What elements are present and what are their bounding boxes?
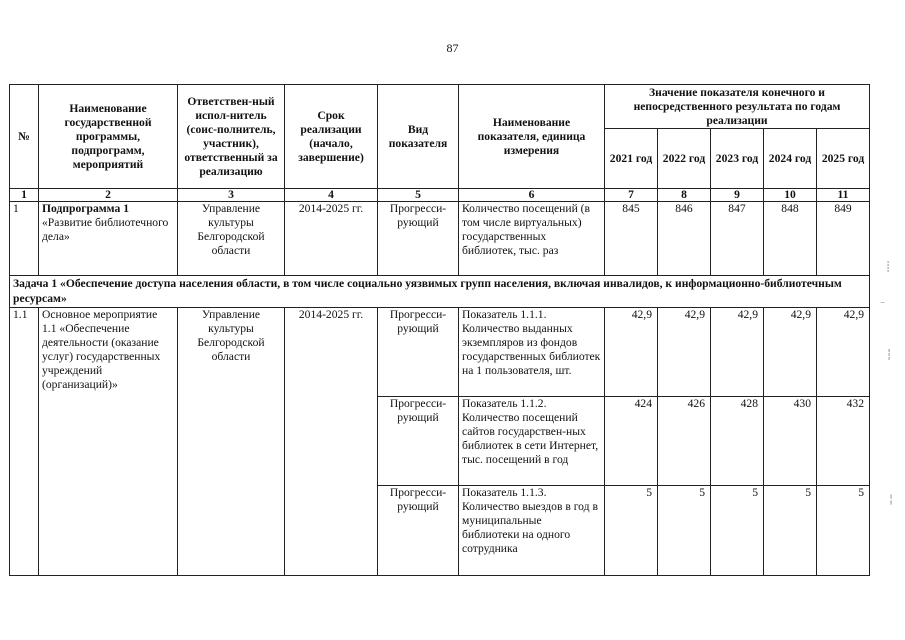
header-year: 2021 год (605, 129, 658, 189)
measure-title: Основное мероприятие 1.1 «Обеспечение деятельности (оказание услуг) государственных учреждений (организаций)» (39, 308, 178, 576)
indicator-value: 5 (711, 486, 764, 576)
indicator-value: 5 (817, 486, 870, 576)
column-number: 2 (39, 189, 178, 202)
subprogram-period: 2014-2025 гг. (285, 202, 378, 276)
column-number: 7 (605, 189, 658, 202)
subprogram-num: 1 (10, 202, 39, 276)
subprogram-value: 847 (711, 202, 764, 276)
indicator-value: 42,9 (711, 308, 764, 397)
column-number: 5 (378, 189, 459, 202)
column-number: 3 (178, 189, 285, 202)
column-number: 4 (285, 189, 378, 202)
scan-mark: ┊ (885, 262, 892, 273)
indicator-value: 424 (605, 397, 658, 486)
subprogram-kind: Прогресси-рующий (378, 202, 459, 276)
indicator-value: 426 (658, 397, 711, 486)
task-row (10, 276, 870, 308)
scan-mark: ┆ (886, 350, 893, 361)
subprogram-executor: Управление культуры Белгородской области (178, 202, 285, 276)
indicator-value: 42,9 (764, 308, 817, 397)
subprogram-title-bold: Подпрограмма 1 (42, 202, 129, 215)
indicator-value: 5 (658, 486, 711, 576)
indicator-value: 5 (764, 486, 817, 576)
indicator-value: 430 (764, 397, 817, 486)
header-period: Срок реализации (начало, завершение) (285, 85, 378, 189)
header-year: 2024 год (764, 129, 817, 189)
column-number: 9 (711, 189, 764, 202)
subprogram-value: 849 (817, 202, 870, 276)
column-number: 8 (658, 189, 711, 202)
subprogram-title (39, 202, 178, 276)
indicator-name: Показатель 1.1.1. Количество выданных экземпляров из фондов государственных библиотек на 1 пользователя, шт. (459, 308, 605, 397)
program-indicators-table (9, 84, 870, 576)
indicator-value: 42,9 (658, 308, 711, 397)
indicator-name: Показатель 1.1.3. Количество выездов в год в муниципальные библиотеки на одного сотрудника (459, 486, 605, 576)
subprogram-indicator: Количество посещений (в том числе виртуальных) государственных библиотек, тыс. раз (459, 202, 605, 276)
header-num: № (10, 85, 39, 189)
indicator-value: 432 (817, 397, 870, 486)
header-indicator: Наименование показателя, единица измерения (459, 85, 605, 189)
column-number: 6 (459, 189, 605, 202)
indicator-value: 5 (605, 486, 658, 576)
header-year: 2025 год (817, 129, 870, 189)
page-number: 87 (446, 41, 459, 55)
indicator-value: 42,9 (817, 308, 870, 397)
subprogram-value: 845 (605, 202, 658, 276)
header-executor: Ответствен-ный испол-нитель (соис-полнитель, участник), ответственный за реализацию (178, 85, 285, 189)
header-kind: Вид показателя (378, 85, 459, 189)
column-numbers-row (10, 189, 870, 202)
measure-period: 2014-2025 гг. (285, 308, 378, 576)
measure-num: 1.1 (10, 308, 39, 576)
column-number: 10 (764, 189, 817, 202)
measure-executor: Управление культуры Белгородской области (178, 308, 285, 576)
indicator-kind: Прогресси-рующий (378, 486, 459, 576)
indicator-value: 42,9 (605, 308, 658, 397)
header-year: 2023 год (711, 129, 764, 189)
subprogram-row (10, 202, 870, 276)
header-year: 2022 год (658, 129, 711, 189)
measure-indicator-row (10, 308, 870, 397)
indicator-name: Показатель 1.1.2. Количество посещений сайтов государствен-ных библиотек в сети Интернет, тыс. посещений в год (459, 397, 605, 486)
subprogram-value: 846 (658, 202, 711, 276)
indicator-kind: Прогресси-рующий (378, 397, 459, 486)
scan-mark: ╎ (888, 495, 895, 506)
task-title: Задача 1 «Обеспечение доступа населения области, в том числе социально уязвимых групп населения, включая инвалидов, к информационно-библиотечным ресурсам» (10, 276, 870, 308)
indicator-value: 428 (711, 397, 764, 486)
indicator-kind: Прогресси-рующий (378, 308, 459, 397)
subprogram-title-rest: «Развитие библиотечного дела» (42, 216, 169, 243)
column-number: 11 (817, 189, 870, 202)
subprogram-value: 848 (764, 202, 817, 276)
header-program: Наименование государственной программы, подпрограмм, мероприятий (39, 85, 178, 189)
scan-mark: ⁻ (880, 300, 886, 311)
header-values-group: Значение показателя конечного и непосредственного результата по годам реализации (605, 85, 870, 129)
column-number: 1 (10, 189, 39, 202)
header-row-top (10, 85, 870, 129)
